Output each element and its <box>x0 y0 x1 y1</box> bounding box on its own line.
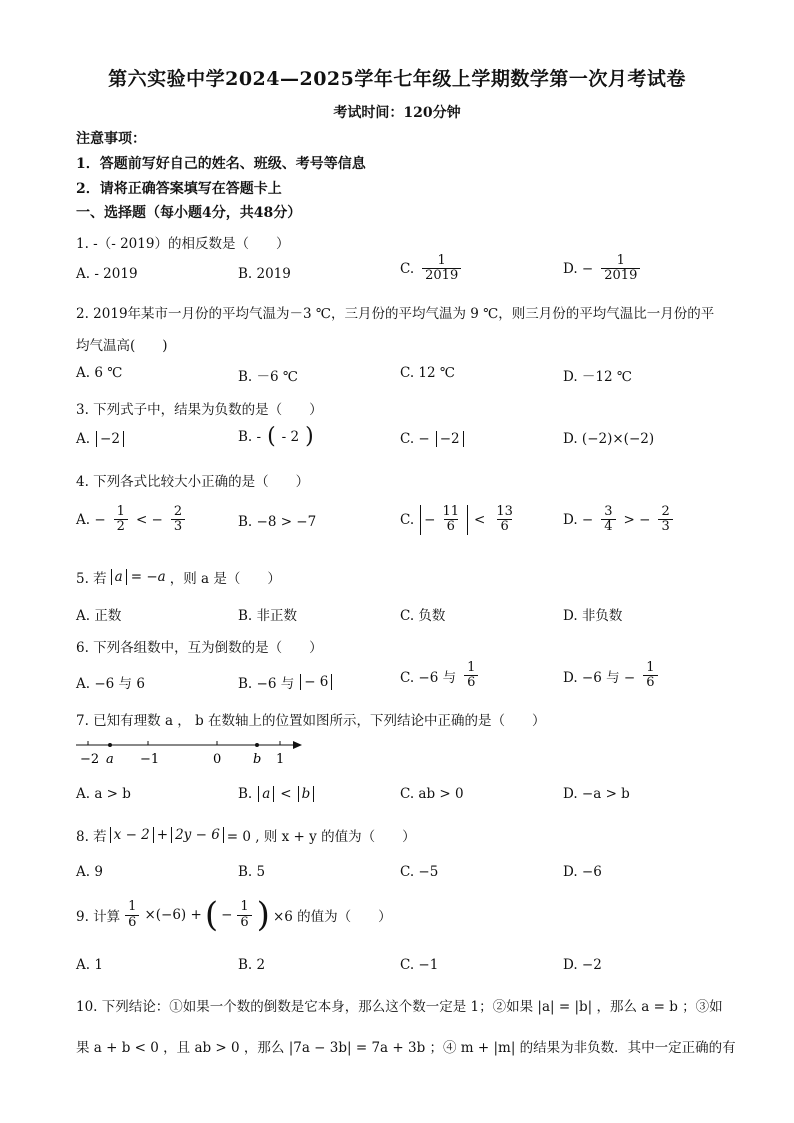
q1-option-a[interactable]: A. - 2019 <box>76 266 138 282</box>
q9-option-c[interactable]: C. −1 <box>400 957 439 973</box>
question-10-stem-line2: 果 a + b < 0 ，且 ab > 0 ，那么 |7a − 3b| = 7a + 3b ；④ m + |m| 的结果为非负数．其中一定正确的有 <box>76 1040 736 1056</box>
q9-option-b[interactable]: B. 2 <box>238 957 266 973</box>
q4-a-frac1: $\frac{1}{2}$ <box>114 505 128 535</box>
question-1-stem: 1. -（- 2019）的相反数是（ ） <box>76 236 290 252</box>
question-3-stem: 3. 下列式子中，结果为负数的是（ ） <box>76 402 323 418</box>
label-a: a <box>106 752 114 767</box>
question-10-stem-line1: 10. 下列结论：①如果一个数的倒数是它本身，那么这个数一定是 1；②如果 |a| = |b| ，那么 a = b ；③如 <box>76 999 723 1015</box>
q3-option-d[interactable]: D. (−2)×(−2) <box>563 431 655 447</box>
q4-option-b[interactable]: B. −8 > −7 <box>238 514 317 530</box>
q2-option-b[interactable]: B. －6 ℃ <box>238 369 298 385</box>
q3-option-c[interactable] <box>400 431 464 447</box>
q4-d-compare: > − <box>623 511 651 528</box>
q7-option-c[interactable]: C. ab > 0 <box>400 786 464 802</box>
q2-option-d[interactable]: D. －12 ℃ <box>563 369 632 385</box>
q4-option-a[interactable] <box>76 505 187 535</box>
question-7-stem: 7. 已知有理数 a ， b 在数轴上的位置如图所示，下列结论中正确的是（ ） <box>76 713 546 729</box>
q4-c-compare: < <box>474 511 486 528</box>
q7-option-d[interactable]: D. −a > b <box>563 786 630 802</box>
q4-c-label: C. <box>400 511 415 528</box>
exam-title: 第六实验中学2024—2025学年七年级上学期数学第一次月考试卷 <box>108 68 686 90</box>
q9-option-d[interactable]: D. −2 <box>563 957 602 973</box>
q4-d-frac1: $\frac{3}{4}$ <box>601 505 615 535</box>
notice-item-1: 1．答题前写好自己的姓名、班级、考号等信息 <box>76 156 366 172</box>
q7-b-abs-b: b <box>298 786 315 802</box>
q3-a-abs: −2 <box>96 431 124 447</box>
q1-option-b[interactable]: B. 2019 <box>238 266 291 282</box>
q7-option-b[interactable] <box>238 786 314 802</box>
q3-a-label: A. <box>76 431 91 447</box>
question-2-stem-line1: 2. 2019年某市一月份的平均气温为－3 ℃，三月份的平均气温为 9 ℃，则三月份的平均气温比一月份的平 <box>76 306 715 322</box>
q3-c-label: C. − <box>400 431 430 447</box>
question-4-stem: 4. 下列各式比较大小正确的是（ ） <box>76 474 310 490</box>
q2-option-c[interactable]: C. 12 ℃ <box>400 365 456 381</box>
q6-b-abs: − 6 <box>300 674 332 690</box>
q4-d-label: D. − <box>563 511 594 528</box>
q6-b-label: B. −6 与 <box>238 676 295 692</box>
q3-option-a[interactable] <box>76 431 124 447</box>
q8-option-a[interactable]: A. 9 <box>76 864 103 880</box>
q1-d-fraction: $\frac{1}{2019}$ <box>601 254 640 284</box>
question-9-stem: 9. 计算 $\frac{1}{6}$ ×(−6) + ( − $\frac{1}{6}$ ) ×6 的值为（ ） <box>76 895 392 935</box>
question-5-stem: 5. 若 a = −a ，则 a 是（ ） <box>76 569 281 587</box>
number-line-figure <box>74 735 306 767</box>
q1-option-c[interactable] <box>400 254 463 284</box>
q8-option-b[interactable]: B. 5 <box>238 864 266 880</box>
q6-option-a[interactable]: A. −6 与 6 <box>76 676 145 692</box>
q6-option-c[interactable] <box>400 661 480 691</box>
q7-b-abs-a: a <box>258 786 274 802</box>
q5-option-d[interactable]: D. 非负数 <box>563 608 623 624</box>
q9-option-a[interactable]: A. 1 <box>76 957 103 973</box>
q6-option-d[interactable] <box>563 661 660 691</box>
q5-option-a[interactable]: A. 正数 <box>76 608 122 624</box>
q6-d-label: D. −6 与 − <box>563 669 636 686</box>
q7-b-label: B. <box>238 786 253 802</box>
q1-option-d[interactable] <box>563 254 642 284</box>
q6-d-frac: $\frac{1}{6}$ <box>643 661 657 691</box>
q1-c-label: C. <box>400 260 415 277</box>
q6-c-frac: $\frac{1}{6}$ <box>464 661 478 691</box>
q4-a-frac2: $\frac{2}{3}$ <box>171 505 185 535</box>
q8-option-c[interactable]: C. −5 <box>400 864 439 880</box>
question-6-stem: 6. 下列各组数中，互为倒数的是（ ） <box>76 640 323 656</box>
q1-d-label: D. − <box>563 260 594 277</box>
q3-option-b[interactable]: B. - ( - 2 ) <box>238 424 314 449</box>
q6-c-label: C. −6 与 <box>400 669 457 686</box>
point-a <box>108 743 112 747</box>
q2-option-a[interactable]: A. 6 ℃ <box>76 365 123 381</box>
q1-c-fraction: $\frac{1}{2019}$ <box>422 254 461 284</box>
q3-b-value: - 2 <box>281 429 300 445</box>
label-0: 0 <box>213 752 222 767</box>
q6-option-b[interactable] <box>238 672 332 692</box>
q5-option-c[interactable]: C. 负数 <box>400 608 446 624</box>
q4-c-abs: − $\frac{11}{6}$ <box>420 505 468 535</box>
q7-b-compare: < <box>280 786 292 802</box>
label-minus-2: −2 <box>80 752 100 767</box>
number-line-arrow <box>293 741 302 749</box>
label-minus-1: −1 <box>140 752 160 767</box>
q5-option-b[interactable]: B. 非正数 <box>238 608 298 624</box>
q3-c-abs: −2 <box>436 431 464 447</box>
point-b <box>255 743 259 747</box>
q4-option-c[interactable] <box>400 505 518 535</box>
q4-d-frac2: $\frac{2}{3}$ <box>658 505 672 535</box>
label-1: 1 <box>276 752 285 767</box>
q3-b-label: B. - <box>238 429 262 445</box>
q8-option-d[interactable]: D. −6 <box>563 864 602 880</box>
q7-option-a[interactable]: A. a > b <box>76 786 131 802</box>
q4-c-frac2: $\frac{13}{6}$ <box>496 504 513 535</box>
q4-option-d[interactable] <box>563 505 675 535</box>
exam-duration: 考试时间：120分钟 <box>333 105 461 121</box>
label-b: b <box>253 752 262 767</box>
notice-heading: 注意事项： <box>76 131 146 147</box>
section-heading: 一、选择题（每小题4分，共48分） <box>76 205 302 221</box>
q4-a-label: A. − <box>76 511 106 528</box>
question-8-stem: 8. 若 x − 2 + 2y − 6 = 0 , 则 x + y 的值为（ ） <box>76 827 416 845</box>
question-2-stem-line2: 均气温高( ) <box>76 338 168 354</box>
notice-item-2: 2．请将正确答案填写在答题卡上 <box>76 181 282 197</box>
q4-a-compare: < − <box>135 511 163 528</box>
